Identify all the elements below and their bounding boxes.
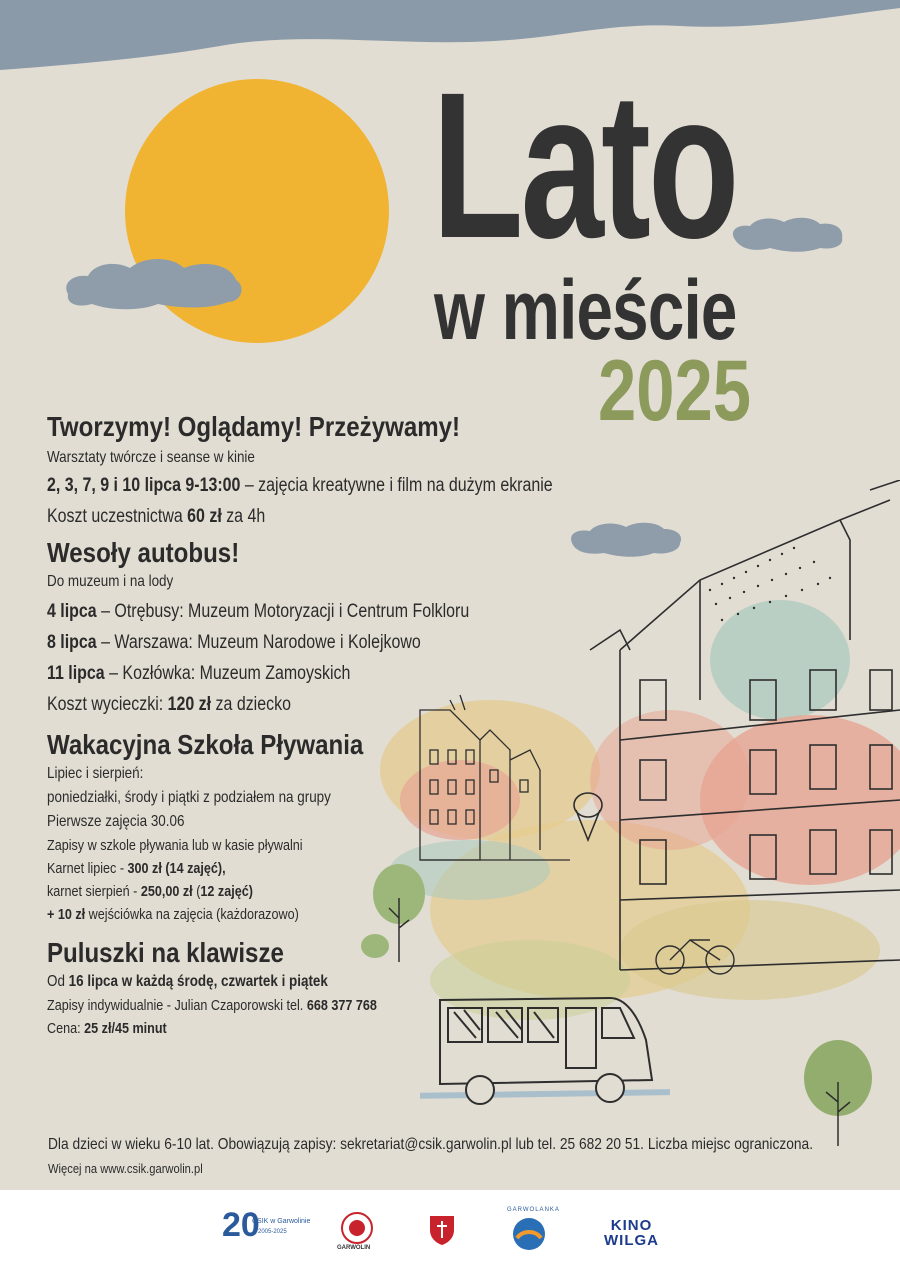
trip-item: 8 lipca – Warszawa: Muzeum Narodowe i Kolejkowo [47,632,421,653]
swim-line: Pierwsze zajęcia 30.06 [47,813,185,830]
title-main: Lato [432,50,737,282]
kino-wilga-logo: KINO WILGA [604,1217,659,1249]
section-workshops [47,410,667,532]
csik-logo: 20 CSIK w Garwolinie 2005-2025 [222,1206,311,1244]
logo-strip [0,1190,900,1273]
workshop-cost: Koszt uczestnictwa 60 zł za 4h [47,506,266,527]
workshop-dates: 2, 3, 7, 9 i 10 lipca 9-13:00 – zajęcia kreatywne i film na dużym ekranie [47,475,553,496]
coat-of-arms-icon [428,1214,456,1246]
section-title: Wesoły autobus! [47,537,240,568]
program-content [47,410,667,1040]
trip-cost: Koszt wycieczki: 120 zł za dziecko [47,694,291,715]
swim-line: Zapisy w szkole pływania lub w kasie pływalni [47,837,303,854]
piano-line: Cena: 25 zł/45 minut [47,1020,167,1037]
title-sub: w mieście [434,263,737,357]
section-piano [47,936,667,1040]
swim-line: poniedziałki, środy i piątki z podziałem na grupy [47,789,331,806]
section-subtitle: Do muzeum i na lody [47,573,174,590]
footer-website-link[interactable]: Więcej na www.csik.garwolin.pl [48,1161,203,1176]
swim-price: karnet sierpień - 250,00 zł (12 zajęć) [47,883,253,900]
trip-item: 11 lipca – Kozłówka: Muzeum Zamoyskich [47,663,351,684]
cloud-right [728,216,846,256]
cloud-left [58,254,248,316]
piano-line: Od 16 lipca w każdą środę, czwartek i piątek [47,973,328,990]
piano-line: Zapisy indywidualnie - Julian Czaporowski tel. 668 377 768 [47,997,377,1014]
section-subtitle: Warsztaty twórcze i seanse w kinie [47,449,255,466]
section-bus [47,536,667,720]
garwolin-emblem-icon [337,1210,377,1246]
garwolanka-emblem-icon [511,1216,547,1252]
tree-right [800,1036,880,1146]
swim-price: Karnet lipiec - 300 zł (14 zajęć), [47,860,226,877]
trip-item: 4 lipca – Otrębusy: Muzeum Motoryzacji i Centrum Folkloru [47,601,470,622]
title-year: 2025 [598,343,752,439]
garwolanka-logo: GARWOLANKA [505,1206,553,1256]
section-title: Puluszki na klawisze [47,937,284,968]
section-swimming [47,728,667,926]
swim-extra: + 10 zł wejściówka na zajęcia (każdorazowo) [47,906,299,923]
swim-line: Lipiec i sierpień: [47,765,144,782]
garwolin-centre-logo: GARWOLIN [337,1210,377,1254]
section-title: Tworzymy! Oglądamy! Przeżywamy! [47,411,461,442]
footer-note: Dla dzieci w wieku 6-10 lat. Obowiązują zapisy: sekretariat@csik.garwolin.pl lub tel. 25 682 20 51. Liczba miejsc ograniczona. [48,1136,814,1153]
section-title: Wakacyjna Szkoła Pływania [47,729,364,760]
